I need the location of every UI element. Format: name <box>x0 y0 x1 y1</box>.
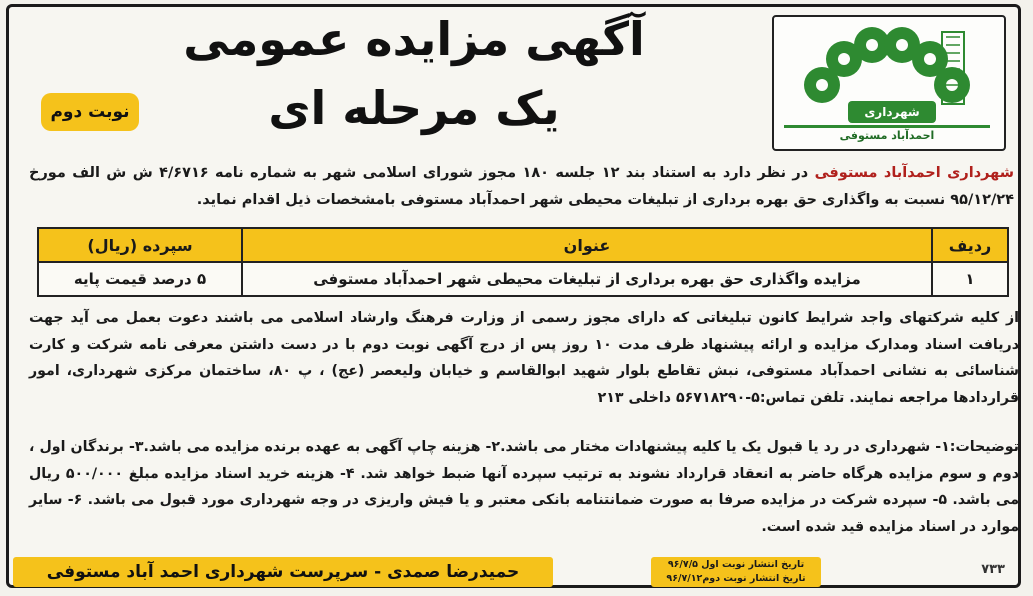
table-row <box>38 262 1008 296</box>
header-deposit: سپرده (ریال) <box>38 228 242 262</box>
header-row-number: ردیف <box>932 228 1008 262</box>
footer <box>23 557 1023 587</box>
second-round-badge: نوبت دوم <box>41 93 139 131</box>
logo-subtitle: احمدآباد مستوفی <box>839 129 935 142</box>
header-title: عنوان <box>242 228 932 262</box>
signature-box: حمیدرضا صمدی - سرپرست شهرداری احمد آباد مستوفی <box>13 557 553 587</box>
auction-table <box>37 227 1009 297</box>
row-deposit-cell: ۵ درصد قیمت پایه <box>38 262 242 296</box>
row-number-cell: ۱ <box>932 262 1008 296</box>
publication-dates <box>651 557 821 587</box>
second-publication-date: تاریخ انتشار نوبت دوم۹۶/۷/۱۲ <box>666 573 806 584</box>
notice-frame <box>6 4 1021 588</box>
logo-plate: شهرداری <box>848 101 936 123</box>
header <box>9 7 1018 152</box>
notice-title-line1: آگهی مزایده عمومی <box>183 12 645 66</box>
row-title-cell: مزایده واگذاری حق بهره برداری از تبلیغات محیطی شهر احمدآباد مستوفی <box>242 262 932 296</box>
first-publication-date: تاریخ انتشار نوبت اول ۹۶/۷/۵ <box>667 559 805 570</box>
notice-title-line2: یک مرحله ای <box>268 81 560 135</box>
invitation-paragraph: از کلیه شرکتهای واجد شرایط کانون تبلیغاتی که دارای مجوز رسمی از وزارت فرهنگ وارشاد اسلامی می باشند دعوت بعمل می آید جهت دریافت اسناد ومدارک مزایده و ارائه پیشنهاد ظرف مدت ۱۰ روز پس از درج آگهی نوبت دوم با در دست داشتن معرفی نامه شرکت و کارت شناسائی به نشانی احمدآباد مستوفی، نبش تقاطع بلوار شهید ابوالقاسم و خیابان ولیعصر (عج) ، پ ۸۰، ساختمان مرکزی شهرداری، امور قراردادها مراجعه نمایند. تلفن تماس:۵-۵۶۷۱۸۲۹۰ داخلی ۲۱۳ <box>29 310 1020 406</box>
municipality-name: شهرداری احمدآباد مستوفی <box>814 165 1014 181</box>
logo-divider <box>784 125 990 128</box>
intro-text: در نظر دارد به استناد بند ۱۲ جلسه ۱۸۰ مجوز شورای اسلامی شهر به شماره نامه ۴/۶۷۱۶ ش ش الف مورخ ۹۵/۱۲/۲۴ نسبت به واگذاری حق بهره برداری از تبلیغات محیطی شهر احمدآباد مستوفی بامشخصات ذیل اقدام نماید. <box>29 165 1014 208</box>
intro-paragraph <box>29 160 1014 214</box>
ad-code: ۷۳۳ <box>981 562 1005 577</box>
table-header-row <box>38 228 1008 262</box>
notes-paragraph: توضیحات:۱- شهرداری در رد یا قبول یک یا کلیه پیشنهادات مختار می باشد.۲- هزینه چاپ آگهی به عهده برنده مزایده می باشد.۳- برندگان اول ، دوم و سوم مزایده هرگاه حاضر به انعقاد قرارداد نشوند به ترتیب سپرده آنها ضبط خواهد شد. ۴- هزینه خرید اسناد مزایده مبلغ ۵۰۰/۰۰۰ ریال می باشد. ۵- سپرده شرکت در مزایده صرفا به صورت ضمانتنامه بانکی معتبر و یا فیش واریزی در وجه شهرداری مورد قبول می باشد. ۶- سایر موارد در اسناد مزایده قید شده است. <box>29 439 1020 535</box>
municipality-logo <box>772 15 1006 151</box>
logo-circles-icon <box>792 27 982 107</box>
